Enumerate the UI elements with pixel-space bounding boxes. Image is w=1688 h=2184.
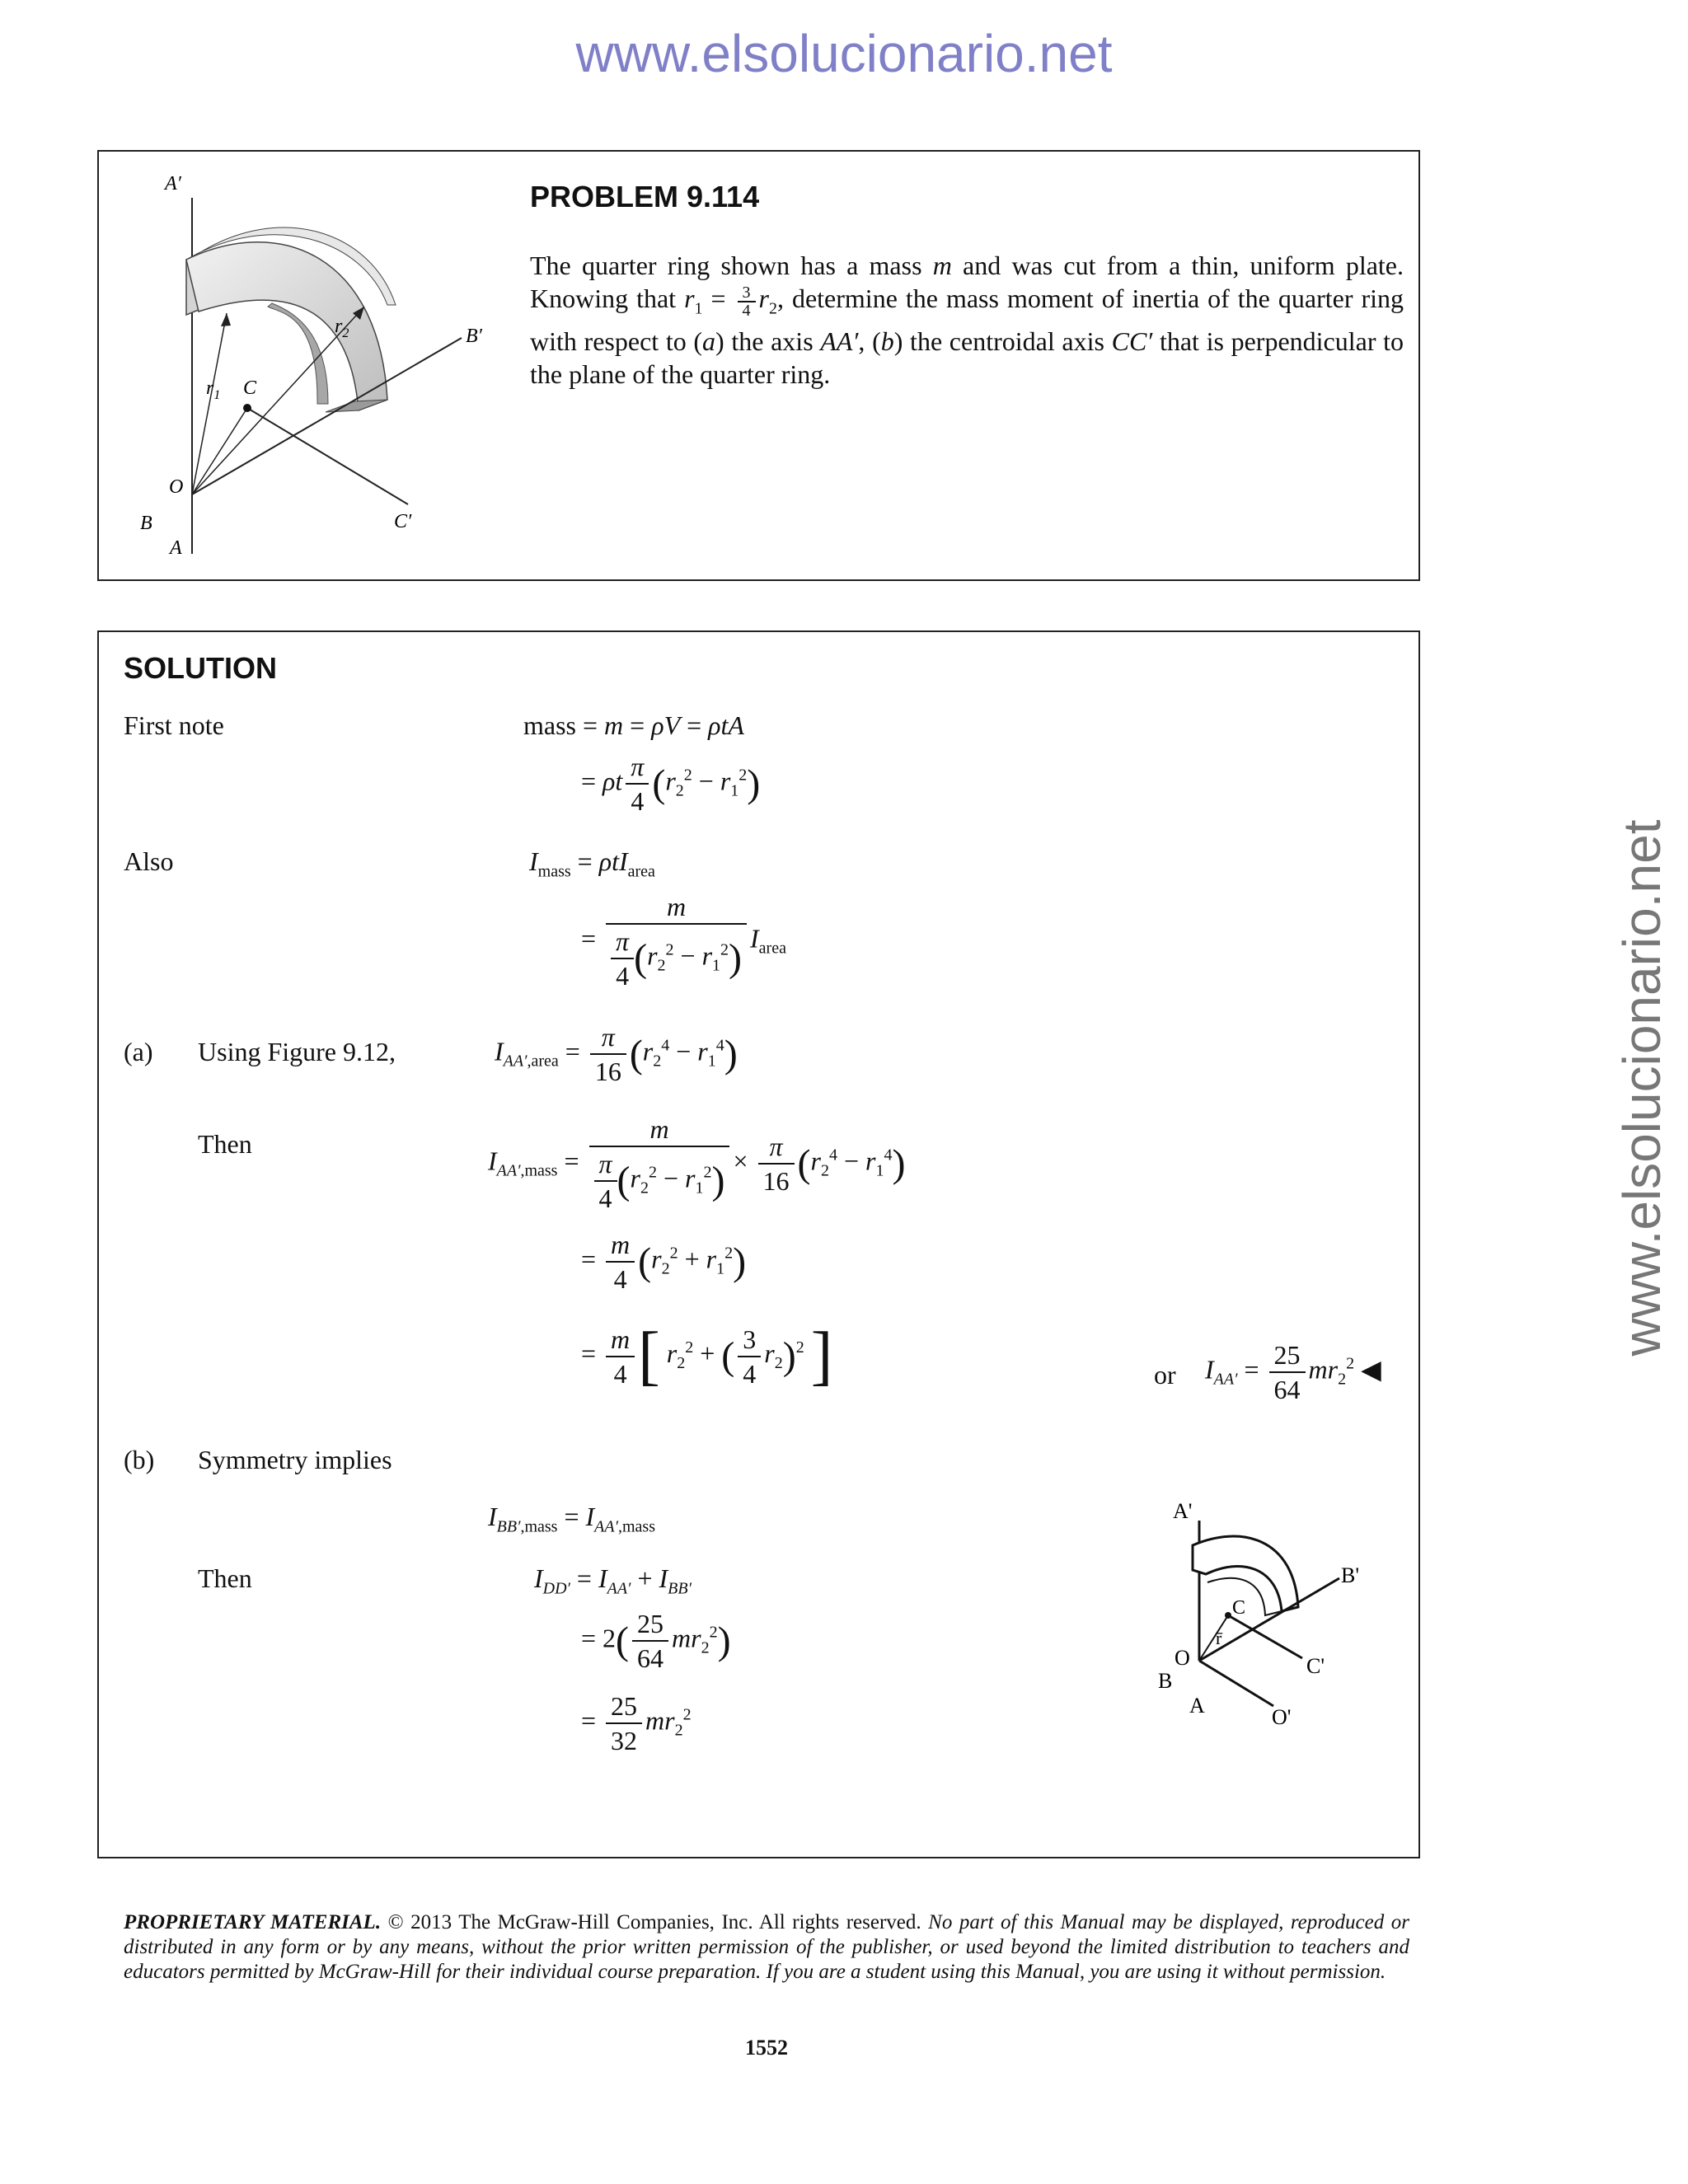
then-b-label: Then (198, 1563, 252, 1593)
sketch-a: A (1189, 1694, 1205, 1718)
solution-title: SOLUTION (124, 651, 277, 685)
ring-end-face (326, 400, 387, 412)
page-number: 1552 (745, 2036, 788, 2060)
sketch-rbar: r̄ (1216, 1628, 1222, 1648)
sketch-c: C (1232, 1597, 1246, 1619)
label-a-prime: A′ (165, 173, 181, 194)
quarter-ring-figure (115, 165, 503, 569)
then-a-label: Then (198, 1129, 252, 1159)
eq-iaa-area: $I_{AA',area}$ = $\frac{\pi}{16}$ $(r_2^4 - r_1^4)$ (495, 1022, 738, 1086)
sketch-o: O (1175, 1646, 1190, 1670)
eq-ibb: $I_{BB',mass} = I_{AA',mass}$ (488, 1502, 655, 1536)
watermark-top: www.elsolucionario.net (575, 24, 1113, 83)
label-o: O (169, 476, 184, 498)
or-label: or (1154, 1360, 1176, 1390)
sketch-a-prime: A' (1173, 1500, 1193, 1523)
axis-bb-line (192, 338, 462, 494)
watermark-side: www.elsolucionario.net (1612, 819, 1672, 1357)
axis-cc-line (247, 408, 408, 504)
label-b-prime: B′ (466, 326, 482, 347)
eq-iaa-mass: $I_{AA',mass}$ = m $\frac{\pi}{4}$ $(r_2^2 - r_1^2)$ × $\frac{\pi}{16}$ $(r_2^4 - r_1^4)$ (488, 1114, 906, 1213)
eq-mass: mass = m = ρV = ρtA (523, 710, 744, 740)
eq-mass-2: = ρt $\frac{\pi}{4}$ $(r_2^2 - r_1^2)$ (581, 752, 761, 816)
eq-imass-2: = m $\frac{\pi}{4}$ $(r_2^2 - r_1^2)$ $I_{area}$ (581, 892, 786, 991)
using-figure-label: Using Figure 9.12, (198, 1037, 396, 1066)
eq-iaa-mass-3: = $\frac{m}{4}$ [ $r_2^2$ + ( $\frac{3}{4}$ $r_2)^2$ ] (581, 1319, 833, 1392)
sketch-c-prime: C' (1306, 1654, 1325, 1678)
eq-iaa-mass-2: = $\frac{m}{4}$ $(r_2^2 + r_1^2)$ (581, 1230, 747, 1294)
solution-sketch (1150, 1500, 1389, 1739)
ring-inner-face (268, 303, 328, 404)
symmetry-label: Symmetry implies (198, 1445, 392, 1474)
eq-imass: $I_{mass} = \rho tI_{area}$ (529, 846, 655, 881)
eq-idd: $I_{DD'} = I_{AA'} + I_{BB'}$ (534, 1563, 692, 1598)
label-r2: $r_2$ (335, 316, 349, 340)
eq-idd-3: = $\frac{25}{32}$ $mr_2^2$ (581, 1691, 692, 1755)
also-label: Also (124, 846, 174, 876)
first-note-label: First note (124, 710, 224, 740)
label-b: B (140, 513, 152, 534)
footer-notice: PROPRIETARY MATERIAL. © 2013 The McGraw-Hill Companies, Inc. All rights reserved. No part of this Manual may be displayed, reproduced or distributed in any form or by any means, without the prior written permission of the publisher, or used beyond the limited distribution to teachers and educators permitted by McGraw-Hill for their individual course preparation. If you are a student using this Manual, you are using it without permission. (124, 1911, 1409, 1983)
problem-title: PROBLEM 9.114 (530, 180, 760, 213)
label-c-prime: C′ (394, 511, 412, 532)
problem-statement: The quarter ring shown has a mass m and was cut from a thin, uniform plate. Knowing that $r_1$ = $\frac{3}{4}$ $r_2$, determine the mass moment of inertia of the quarter ring with respect to (a) the axis AA′, (b) the centroidal axis CC′ that is perpendicular to the plane of the quarter ring. (530, 251, 1404, 390)
eq-idd-2: = 2( $\frac{25}{64}$ $mr_2^2$) (581, 1609, 731, 1673)
sketch-b: B (1158, 1669, 1173, 1693)
centroid-point (243, 404, 251, 412)
label-a: A (170, 537, 182, 559)
sketch-o-prime: O' (1272, 1705, 1292, 1729)
label-c: C (243, 377, 257, 399)
ring-front-face (186, 242, 387, 410)
answer-a: $I_{AA'}$ = $\frac{25}{64}$ $mr_2^2$ ◀ (1205, 1340, 1381, 1404)
part-b-label: (b) (124, 1445, 155, 1474)
sketch-b-prime: B' (1341, 1563, 1360, 1587)
label-r1: $r_1$ (206, 377, 221, 402)
part-a-label: (a) (124, 1037, 153, 1066)
